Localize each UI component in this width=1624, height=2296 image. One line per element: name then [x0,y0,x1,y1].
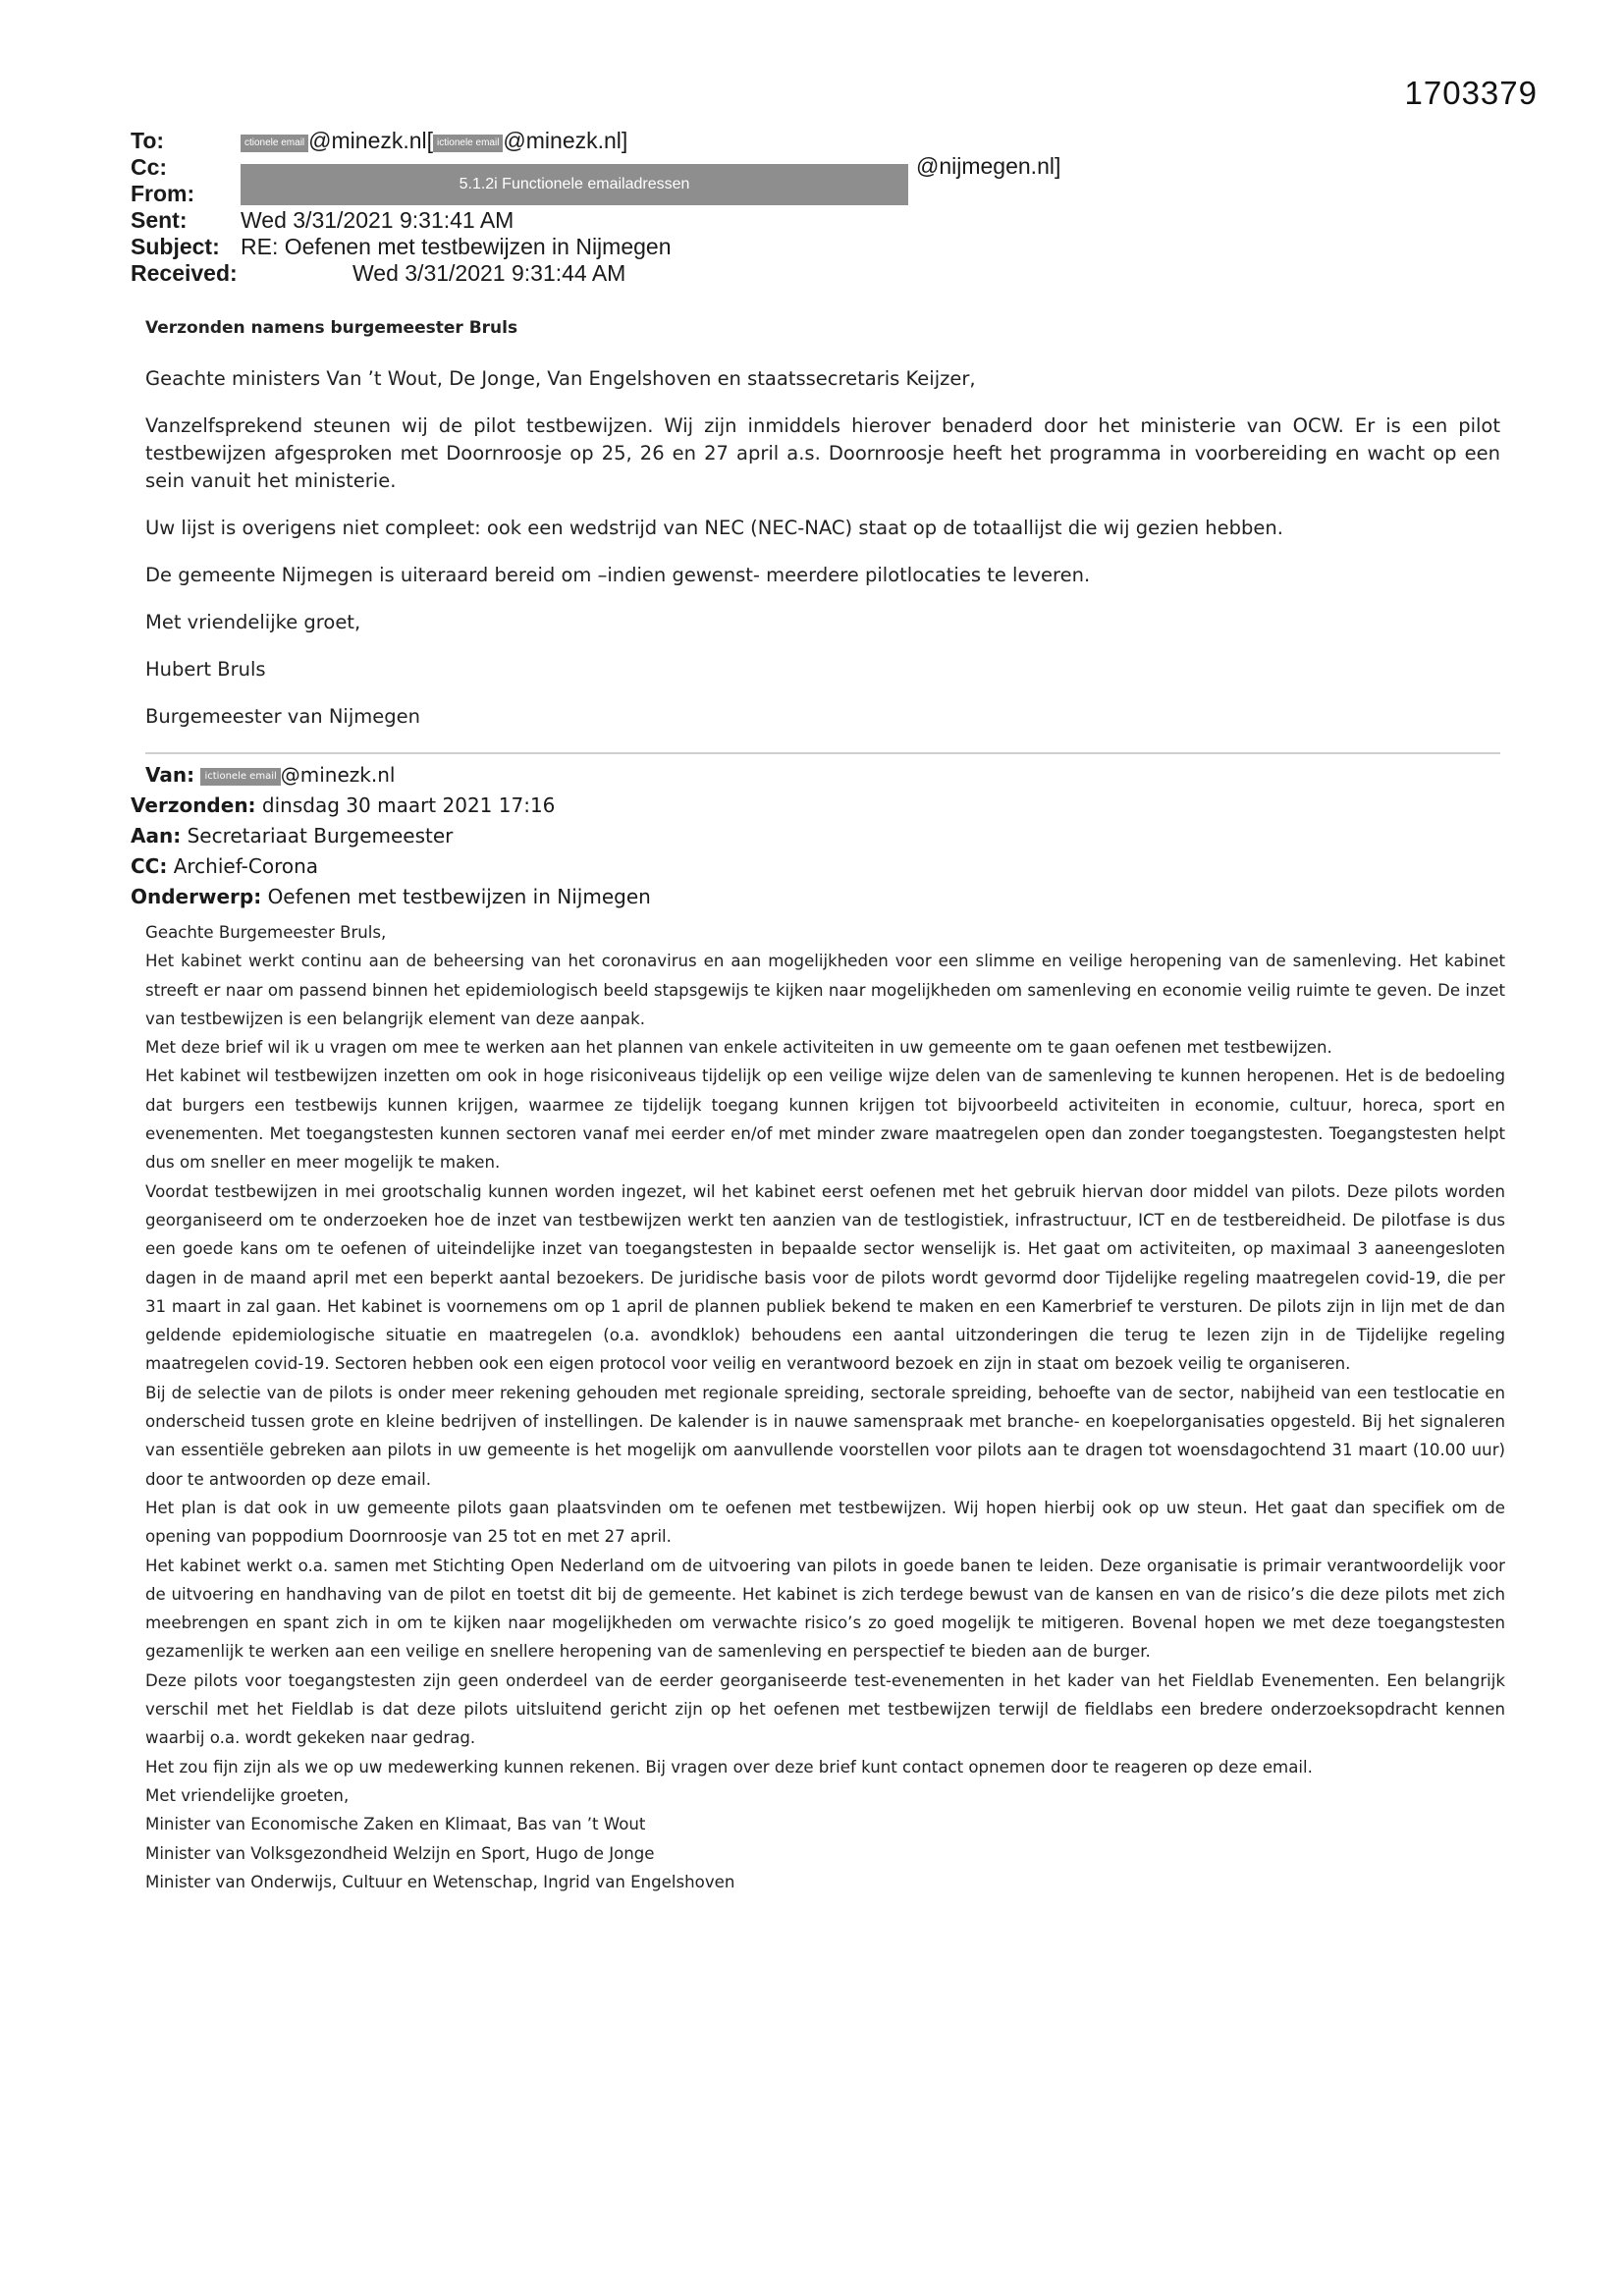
letter-paragraph: Het zou fijn zijn als we op uw medewerking kunnen rekenen. Bij vragen over deze brief kunt contact opnemen door te reageren op deze email. [145,1757,1313,1777]
onderwerp-value: Oefenen met testbewijzen in Nijmegen [267,885,651,908]
from-label: From: [131,181,195,206]
van-domain: @minezk.nl [280,763,396,787]
email-header [131,128,1505,287]
letter-paragraph: Het kabinet wil testbewijzen inzetten om ook in hoge risiconiveaus tijdelijk op een veilige wijze delen van de samenleving te kunnen heropenen. Het is de bedoeling dat burgers een testbewijs kunnen krijgen, waarmee ze tijdelijk toegang kunnen krijgen tot bijvoorbeeld activiteiten in economie, cultuur, horeca, sport en evenementen. Met toegangstesten kunnen sectoren vanaf mei eerder en/of met minder zware maatregelen open dan zonder toegangstesten. Toegangstesten helpt dus om sneller en meer mogelijk te maken. [145,1066,1505,1173]
verzonden-label: Verzonden: [131,793,256,817]
subject-value: RE: Oefenen met testbewijzen in Nijmegen [241,234,672,259]
reply-paragraph: Geachte ministers Van ’t Wout, De Jonge, Van Engelshoven en staatssecretaris Keijzer, [145,367,976,390]
letter-paragraph: Met vriendelijke groeten, [145,1785,350,1805]
letter-body [145,918,1505,1896]
letter-paragraph: Geachte Burgemeester Bruls, [145,923,387,942]
onderwerp-label: Onderwerp: [131,885,262,908]
letter-paragraph: Voordat testbewijzen in mei grootschalig kunnen worden ingezet, wil het kabinet eerst oefenen met het gebruik hiervan door middel van pilots. Deze pilots worden georganiseerd om te onderzoeken hoe de inzet van testbewijzen werkt ten aanzien van de testlogistiek, infrastructuur, ICT en de testbereidheid. De pilotfase is dus een goede kans om te oefenen of uiteindelijke inzet van toegangstesten in bepaalde sector wenselijk is. Het gaat om activiteiten, op maximaal 3 aaneengesloten dagen in de maand april met een beperkt aantal bezoekers. De juridische basis voor de pilots wordt gevormd door Tijdelijke regeling maatregelen covid-19, die per 31 maart in zal gaan. Het kabinet is voornemens om op 1 april de plannen publiek bekend te maken en een Kamerbrief te versturen. De pilots zijn in lijn met de dan geldende epidemiologische situatie en maatregelen (o.a. avondklok) behoudens een aantal uitzonderingen die terug te lezen zijn in de Tijdelijke regeling maatregelen covid-19. Sectoren hebben ook een eigen protocol voor veilig en verantwoord bezoek en zijn in staat om bezoek veilig te organiseren. [145,1181,1505,1374]
to-domain-2: @minezk.nl] [503,128,628,153]
received-value: Wed 3/31/2021 9:31:44 AM [352,260,626,286]
forwarded-header [131,760,1505,912]
reply-body [145,314,1500,750]
reply-paragraph: De gemeente Nijmegen is uiteraard bereid om –indien gewenst- meerdere pilotlocaties te leveren. [145,564,1091,586]
quote-divider [145,752,1500,754]
onderwerp-row [131,882,1505,912]
subject-row [131,234,1505,260]
received-row [131,260,1505,287]
to-value [241,128,627,154]
received-label: Received: [131,260,238,286]
reply-paragraph: Hubert Bruls [145,658,266,681]
aan-row [131,821,1505,851]
aan-value: Secretariaat Burgemeester [187,824,454,847]
cc-row-forwarded [131,851,1505,882]
redaction-block: 5.1.2i Functionele emailadressen [241,164,908,205]
letter-paragraph: Bij de selectie van de pilots is onder meer rekening gehouden met regionale spreiding, sectorale spreiding, behoefte van de sector, nabijheid van een testlocatie en onderscheid tussen grote en kleine bedrijven of instellingen. De kalender is in nauwe samenspraak met branche- en koepelorganisaties opgesteld. Bij het signaleren van essentiële gebreken aan pilots in uw gemeente is het mogelijk om aanvullende voorstellen voor pilots aan te dragen tot woensdagochtend 31 maart (10.00 uur) door te antwoorden op deze email. [145,1383,1505,1489]
sent-label: Sent: [131,207,188,233]
letter-signature: Minister van Onderwijs, Cultuur en Wetenschap, Ingrid van Engelshoven [145,1872,735,1891]
to-row [131,128,1505,154]
cc-tail: @nijmegen.nl] [916,153,1061,179]
document-number: 1703379 [1404,75,1538,111]
sent-on-behalf: Verzonden namens burgemeester Bruls [145,318,518,338]
van-row [131,760,1505,791]
cc-label-forwarded: CC: [131,854,168,878]
reply-paragraph: Burgemeester van Nijmegen [145,705,420,728]
to-label: To: [131,128,165,153]
letter-paragraph: Het kabinet werkt continu aan de beheersing van het coronavirus en aan mogelijkheden voor een slimme en veilige heropening van de samenleving. Het kabinet streeft er naar om passend binnen het epidemiologisch beeld stapsgewijs te kijken naar mogelijkheden om samenleving en economie veilig ruimte te geven. De inzet van testbewijzen is een belangrijk element van deze aanpak. [145,952,1505,1028]
cc-value-forwarded: Archief-Corona [173,854,319,878]
to-domain-1: @minezk.nl[ [308,128,434,153]
reply-paragraph: Met vriendelijke groet, [145,611,361,633]
redacted-address: ictionele email [200,768,280,786]
letter-paragraph: Het kabinet werkt o.a. samen met Stichting Open Nederland om de uitvoering van pilots in goede banen te leiden. Deze organisatie is primair verantwoordelijk voor de uitvoering en handhaving van de pilot en toetst dit bij de gemeente. Het kabinet is zich terdege bewust van de kansen en van de risico’s die deze pilots met zich meebrengen en spant zich in om te kijken naar mogelijkheden om verwachte risico’s zo goed mogelijk te mitigeren. Bovenal hopen we met deze toegangstesten gezamenlijk te werken aan een veilige en snellere heropening van de samenleving en perspectief te bieden aan de burger. [145,1556,1505,1662]
aan-label: Aan: [131,824,182,847]
letter-paragraph: Het plan is dat ook in uw gemeente pilots gaan plaatsvinden om te oefenen met testbewijzen. Wij hopen hierbij ook op uw steun. Het gaat dan specifiek om de opening van poppodium Doornroosje van 25 tot en met 27 april. [145,1498,1505,1547]
reply-paragraph: Uw lijst is overigens niet compleet: ook een wedstrijd van NEC (NEC-NAC) staat op de totaallijst die wij gezien hebben. [145,517,1283,539]
letter-paragraph: Met deze brief wil ik u vragen om mee te werken aan het plannen van enkele activiteiten in uw gemeente om te gaan oefenen met testbewijzen. [145,1038,1332,1058]
letter-paragraph: Deze pilots voor toegangstesten zijn geen onderdeel van de eerder georganiseerde test-evenementen in het kader van het Fieldlab Evenementen. Een belangrijk verschil met het Fieldlab is dat deze pilots uitsluitend gericht zijn op het oefenen met testbewijzen terwijl de fieldlabs een bredere onderzoeksopdracht kennen waarbij o.a. wordt gekeken naar gedrag. [145,1670,1505,1748]
verzonden-row [131,791,1505,821]
letter-signature: Minister van Volksgezondheid Welzijn en Sport, Hugo de Jonge [145,1843,655,1863]
verzonden-value: dinsdag 30 maart 2021 17:16 [261,793,556,817]
cc-label: Cc: [131,154,168,180]
sent-row [131,207,1505,234]
reply-paragraph: Vanzelfsprekend steunen wij de pilot testbewijzen. Wij zijn inmiddels hierover benaderd door het ministerie van OCW. Er is een pilot testbewijzen afgesproken met Doornroosje op 25, 26 en 27 april a.s. Doornroosje heeft het programma in voorbereiding en wacht op een sein vanuit het ministerie. [145,414,1500,492]
sent-value: Wed 3/31/2021 9:31:41 AM [241,207,514,233]
van-label: Van: [145,763,195,787]
redacted-address: ictionele email [433,135,503,152]
redacted-address: ctionele email [241,135,308,152]
letter-signature: Minister van Economische Zaken en Klimaat, Bas van ’t Wout [145,1815,646,1834]
subject-label: Subject: [131,234,220,259]
